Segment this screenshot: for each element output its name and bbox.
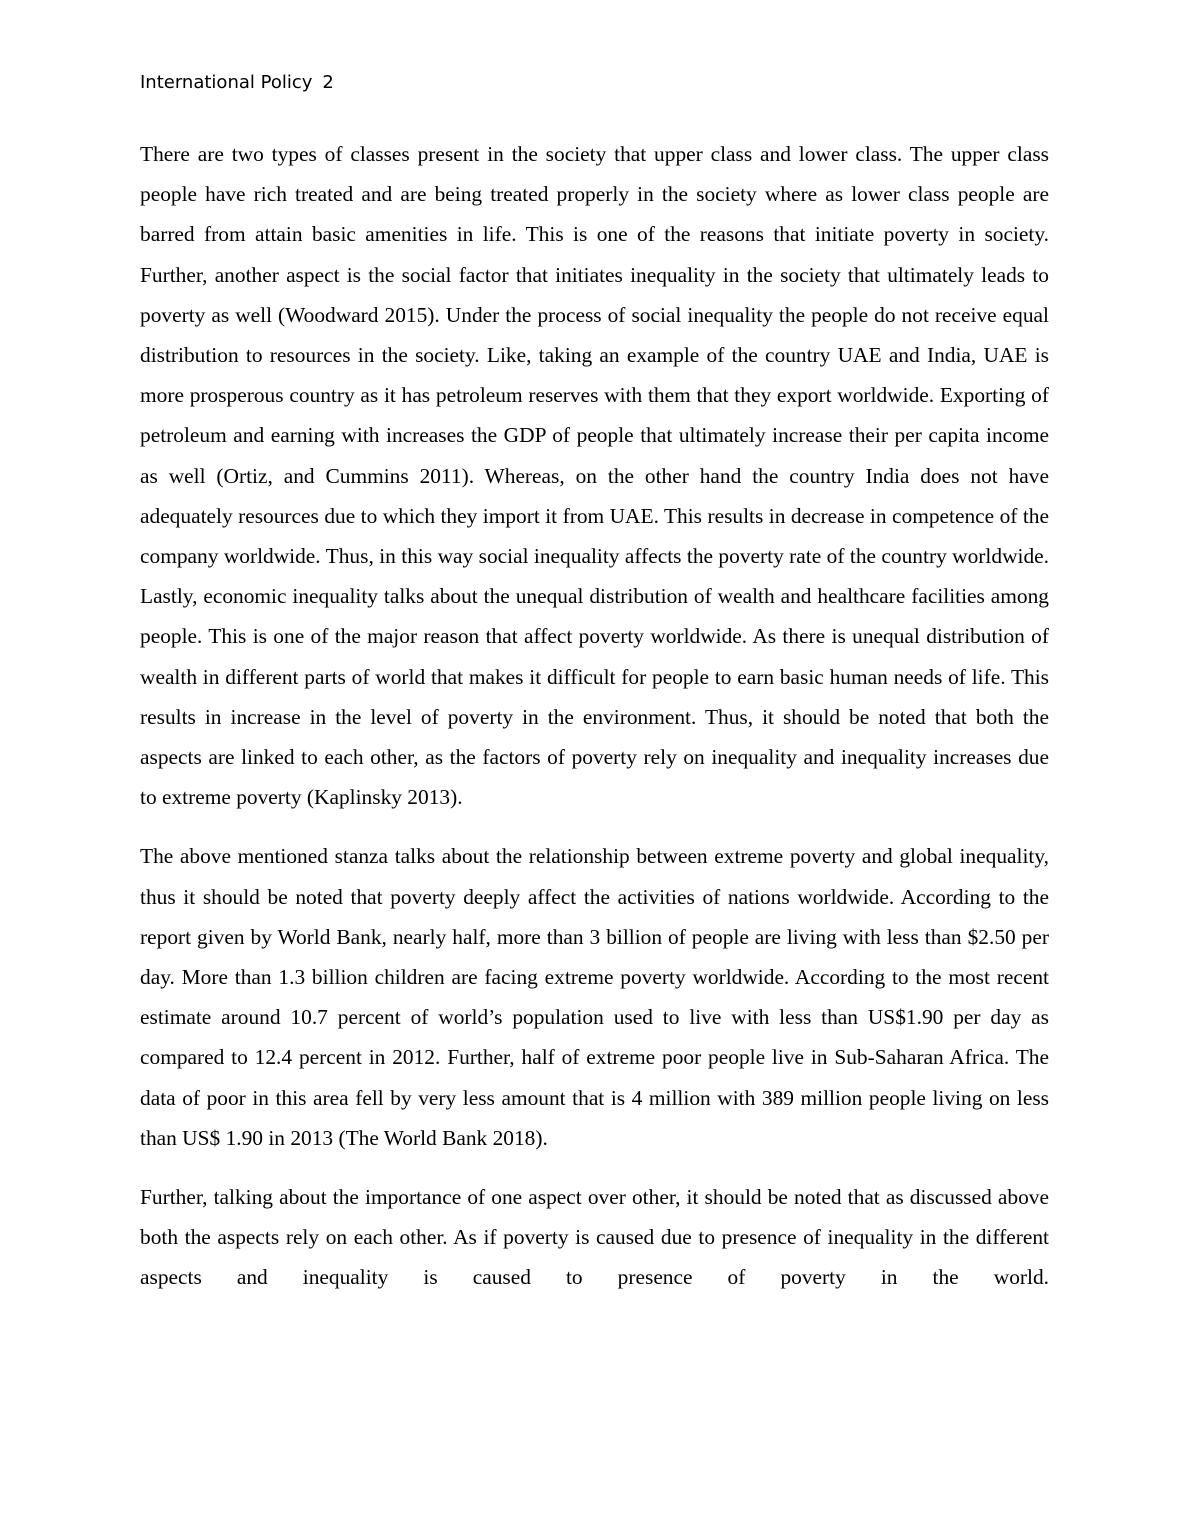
document-body bbox=[140, 134, 1049, 1317]
header-title: International Policy bbox=[140, 72, 313, 93]
paragraph-1: There are two types of classes present in the society that upper class and lower class. The upper class people have rich treated and are being treated properly in the society where as lower class people are barred from attain basic amenities in life. This is one of the reasons that initiate poverty in society. Further, another aspect is the social factor that initiates inequality in the society that ultimately leads to poverty as well (Woodward 2015). Under the process of social inequality the people do not receive equal distribution to resources in the society. Like, taking an example of the country UAE and India, UAE is more prosperous country as it has petroleum reserves with them that they export worldwide. Exporting of petroleum and earning with increases the GDP of people that ultimately increase their per capita income as well (Ortiz, and Cummins 2011). Whereas, on the other hand the country India does not have adequately resources due to which they import it from UAE. This results in decrease in competence of the company worldwide. Thus, in this way social inequality affects the poverty rate of the country worldwide. Lastly, economic inequality talks about the unequal distribution of wealth and healthcare facilities among people. This is one of the major reason that affect poverty worldwide. As there is unequal distribution of wealth in different parts of world that makes it difficult for people to earn basic human needs of life. This results in increase in the level of poverty in the environment. Thus, it should be noted that both the aspects are linked to each other, as the factors of poverty rely on inequality and inequality increases due to extreme poverty (Kaplinsky 2013). bbox=[140, 142, 1049, 810]
paragraph-2: The above mentioned stanza talks about the relationship between extreme poverty and global inequality, thus it should be noted that poverty deeply affect the activities of nations worldwide. According to the report given by World Bank, nearly half, more than 3 billion of people are living with less than $2.50 per day. More than 1.3 billion children are facing extreme poverty worldwide. According to the most recent estimate around 10.7 percent of world’s population used to live with less than US$1.90 per day as compared to 12.4 percent in 2012. Further, half of extreme poor people live in Sub-Saharan Africa. The data of poor in this area fell by very less amount that is 4 million with 389 million people living on less than US$ 1.90 in 2013 (The World Bank 2018). bbox=[140, 844, 1049, 1150]
page-number: 2 bbox=[322, 72, 334, 93]
running-header bbox=[140, 70, 334, 96]
paragraph-3: Further, talking about the importance of one aspect over other, it should be noted that as discussed above both the aspects rely on each other. As if poverty is caused due to presence of inequality in the different aspects and inequality is caused to presence of poverty in the world. bbox=[140, 1185, 1049, 1290]
